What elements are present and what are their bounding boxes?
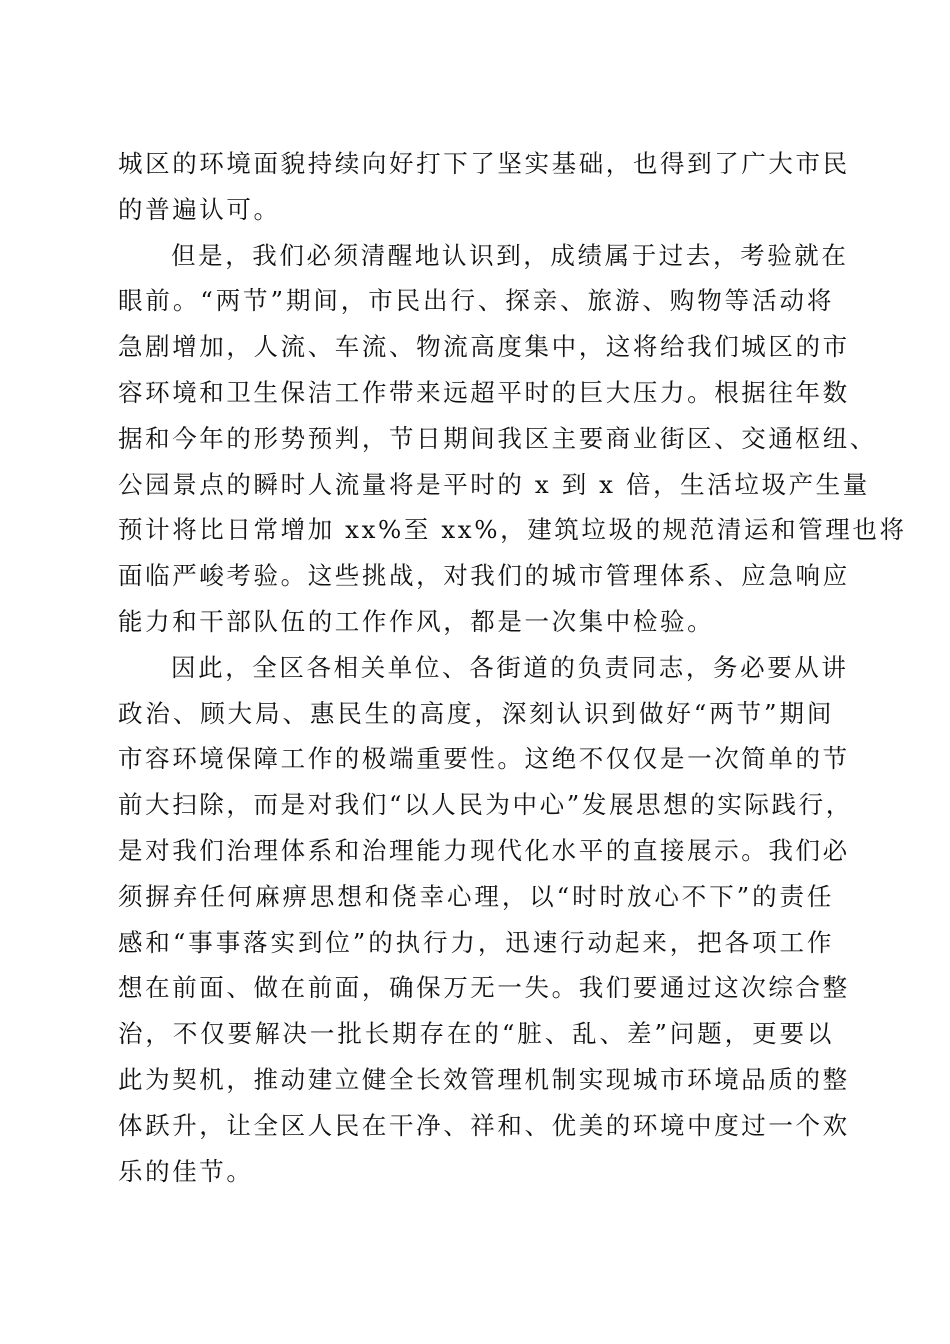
text-line: 因此，全区各相关单位、各街道的负责同志，务必要从讲 [171, 652, 849, 682]
text-line: 眼前。“两节”期间，市民出行、探亲、旅游、购物等活动将 [118, 286, 834, 316]
text-line: 的普遍认可。 [118, 194, 281, 224]
text-line: 治，不仅要解决一批长期存在的“脏、乱、差”问题，更要以 [118, 1019, 834, 1049]
text-line: 政治、顾大局、惠民生的高度，深刻认识到做好“两节”期间 [118, 698, 834, 728]
text-line: 急剧增加，人流、车流、物流高度集中，这将给我们城区的市 [118, 332, 850, 362]
text-line: 据和今年的形势预判，节日期间我区主要商业街区、交通枢纽、 [118, 423, 877, 453]
text-line: 容环境和卫生保洁工作带来远超平时的巨大压力。根据往年数 [118, 377, 850, 407]
paragraph-3 [118, 645, 853, 1195]
text-line: 是对我们治理体系和治理能力现代化水平的直接展示。我们必 [118, 835, 850, 865]
text-line: 前大扫除，而是对我们“以人民为中心”发展思想的实际践行， [118, 790, 853, 820]
text-line: 城区的环境面貌持续向好打下了坚实基础，也得到了广大市民 [118, 149, 850, 178]
paragraph-1 [118, 141, 850, 233]
text-line: 乐的佳节。 [118, 1156, 254, 1186]
text-line: 能力和干部队伍的工作作风，都是一次集中检验。 [118, 606, 715, 636]
text-line: 想在前面、做在前面，确保万无一失。我们要通过这次综合整 [118, 973, 850, 1003]
text-line: 市容环境保障工作的极端重要性。这绝不仅仅是一次简单的节 [118, 744, 850, 774]
text-line: 须摒弃任何麻痹思想和侥幸心理，以“时时放心不下”的责任 [118, 881, 834, 911]
text-line: 公园景点的瞬时人流量将是平时的 x 到 x 倍，生活垃圾产生量 [118, 469, 870, 499]
text-line: 此为契机，推动建立健全长效管理机制实现城市环境品质的整 [118, 1064, 850, 1094]
text-line: 体跃升，让全区人民在干净、祥和、优美的环境中度过一个欢 [118, 1110, 850, 1140]
text-line: 预计将比日常增加 xx%至 xx%，建筑垃圾的规范清运和管理也将 [118, 515, 907, 545]
document-body [118, 141, 907, 1194]
text-line: 面临严峻考验。这些挑战，对我们的城市管理体系、应急响应 [118, 561, 850, 591]
text-line: 但是，我们必须清醒地认识到，成绩属于过去，考验就在 [171, 240, 849, 270]
paragraph-2 [118, 233, 907, 645]
text-line: 感和“事事落实到位”的执行力，迅速行动起来，把各项工作 [118, 927, 834, 957]
